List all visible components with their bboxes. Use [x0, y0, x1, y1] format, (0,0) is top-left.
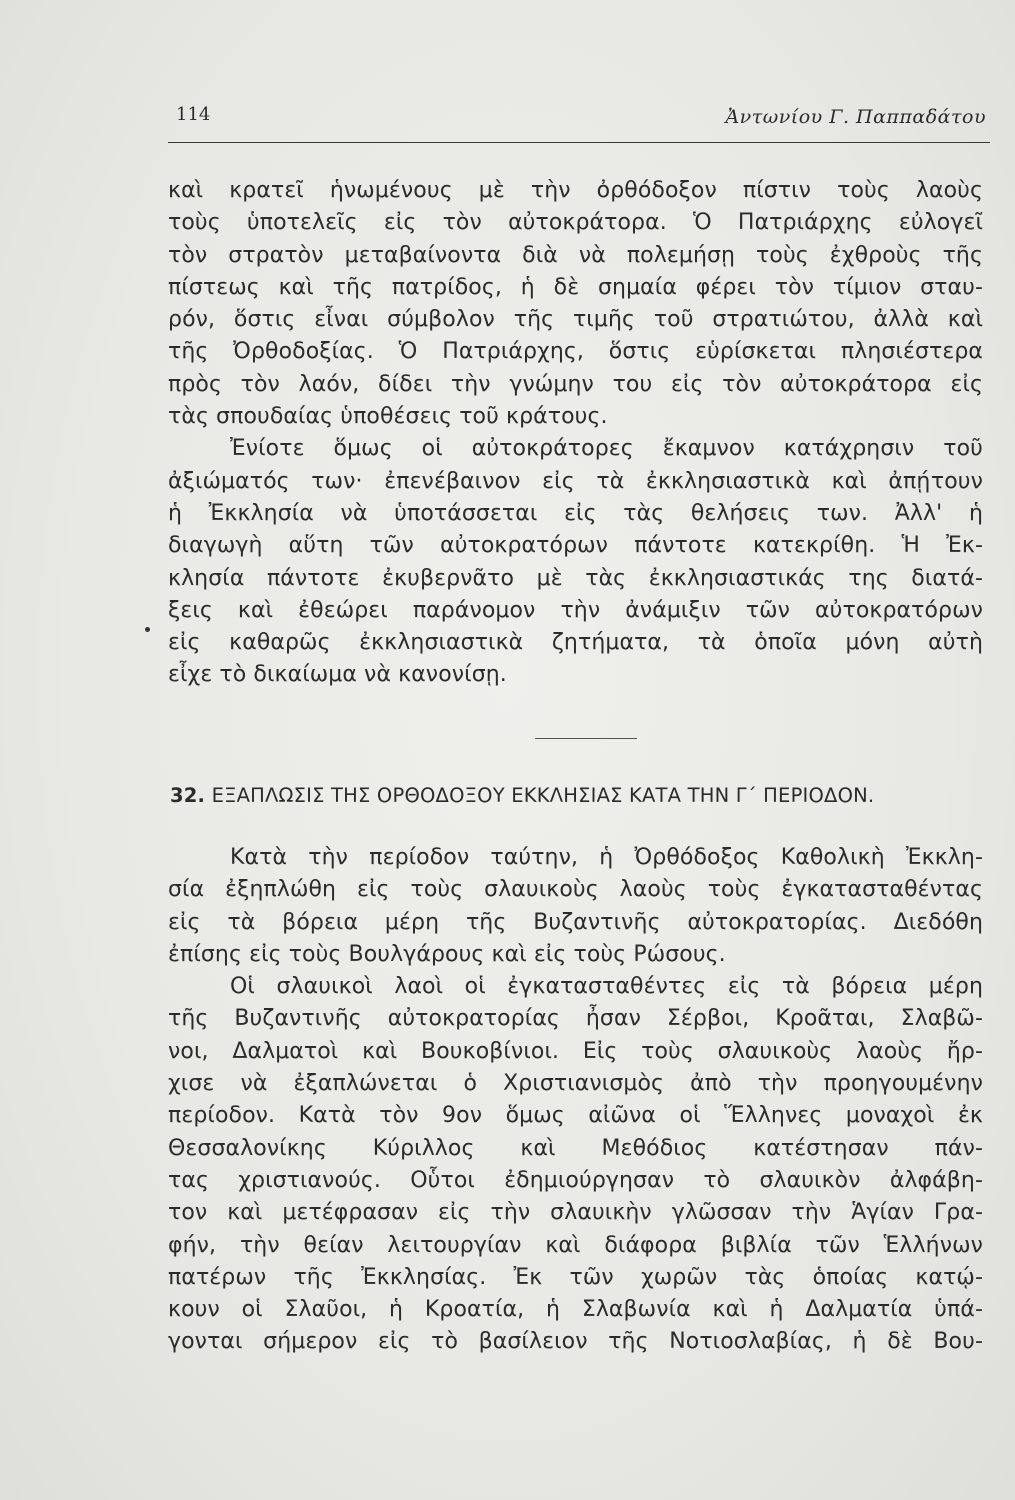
print-speck: [145, 627, 150, 632]
page-header: [168, 98, 990, 143]
text-line: Ἐνίοτε ὅμως οἱ αὐτοκράτορες ἔκαμνον κατάχρησιν τοῦ: [230, 436, 983, 462]
text-line: ἐπίσης εἰς τοὺς Βουλγάρους καὶ εἰς τοὺς Ρώσους.: [168, 941, 726, 967]
text-line: τοὺς ὑποτελεῖς εἰς τὸν αὐτοκράτορα. Ὁ Πατριάρχης εὐλογεῖ: [168, 210, 983, 236]
section-divider: [535, 738, 637, 739]
section-number: 32.: [170, 784, 206, 807]
text-line: τας χριστιανούς. Οὗτοι ἐδημιούργησαν τὸ σλαυικὸν ἀλφάβη-: [168, 1167, 983, 1193]
running-head: Ἀντωνίου Γ. Παππαδάτου: [725, 106, 986, 128]
text-line: ξεις καὶ ἐθεώρει παράνομον τὴν ἀνάμιξιν τῶν αὐτοκρατόρων: [168, 597, 983, 623]
page-number: 114: [176, 104, 211, 125]
text-line: ρόν, ὅστις εἶναι σύμβολον τῆς τιμῆς τοῦ στρατιώτου, ἀλλὰ καὶ: [168, 307, 983, 333]
text-line: τον καὶ μετέφρασαν εἰς τὴν σλαυικὴν γλῶσσαν τὴν Ἁγίαν Γρα-: [168, 1200, 983, 1226]
text-line: νοι, Δαλματοὶ καὶ Βουκοβίνιοι. Εἰς τοὺς σλαυικοὺς λαοὺς ἤρ-: [168, 1038, 983, 1064]
text-line: πατέρων τῆς Ἐκκλησίας. Ἐκ τῶν χωρῶν τὰς ὁποίας κατῴ-: [168, 1264, 983, 1290]
text-line: Οἱ σλαυικοὶ λαοὶ οἱ ἐγκατασταθέντες εἰς τὰ βόρεια μέρη: [230, 974, 983, 1000]
text-line: Θεσσαλονίκης Κύριλλος καὶ Μεθόδιος κατέστησαν πάν-: [168, 1135, 983, 1161]
text-line: τῆς Ὀρθοδοξίας. Ὁ Πατριάρχης, ὅστις εὑρίσκεται πλησιέστερα: [168, 339, 983, 365]
text-line: ἡ Ἐκκλησία νὰ ὑποτάσσεται εἰς τὰς θελήσεις των. Ἀλλ' ἡ: [168, 500, 983, 526]
text-line: περίοδον. Κατὰ τὸν 9ον ὅμως αἰῶνα οἱ Ἕλληνες μοναχοὶ ἐκ: [168, 1103, 983, 1129]
text-line: διαγωγὴ αὕτη τῶν αὐτοκρατόρων πάντοτε κατεκρίθη. Ἡ Ἐκ-: [168, 533, 983, 559]
section-title: ΕΞΑΠΛΩΣΙΣ ΤΗΣ ΟΡΘΟΔΟΞΟΥ ΕΚΚΛΗΣΙΑΣ ΚΑΤΑ ΤΗΝ Γ΄ ΠΕΡΙΟΔΟΝ.: [211, 784, 875, 807]
text-line: πρὸς τὸν λαόν, δίδει τὴν γνώμην του εἰς τὸν αὐτοκράτορα εἰς: [168, 371, 983, 397]
text-line: Κατὰ τὴν περίοδον ταύτην, ἡ Ὀρθόδοξος Καθολικὴ Ἐκκλη-: [230, 845, 983, 870]
text-line: τὰς σπουδαίας ὑποθέσεις τοῦ κράτους.: [168, 404, 608, 430]
text-line: χισε νὰ ἐξαπλώνεται ὁ Χριστιανισμὸς ἀπὸ τὴν προηγουμένην: [168, 1071, 983, 1097]
text-block-lower: [168, 842, 983, 1359]
text-line: τῆς Βυζαντινῆς αὐτοκρατορίας ἦσαν Σέρβοι, Κροᾶται, Σλαβῶ-: [168, 1006, 983, 1032]
text-line: εἰς καθαρῶς ἐκκλησιαστικὰ ζητήματα, τὰ ὁποῖα μόνη αὐτὴ: [168, 630, 983, 656]
text-line: πίστεως καὶ τῆς πατρίδος, ἡ δὲ σημαία φέρει τὸν τίμιον σταυ-: [168, 274, 983, 300]
text-line: φήν, τὴν θείαν λειτουργίαν καὶ διάφορα βιβλία τῶν Ἑλλήνων: [168, 1232, 983, 1258]
text-line: γονται σήμερον εἰς τὸ βασίλειον τῆς Νοτιοσλαβίας, ἡ δὲ Βου-: [168, 1329, 983, 1355]
text-line: εἰς τὰ βόρεια μέρη τῆς Βυζαντινῆς αὐτοκρατορίας. Διεδόθη: [168, 909, 983, 935]
text-line: σία ἐξηπλώθη εἰς τοὺς σλαυικοὺς λαοὺς τοὺς ἐγκατασταθέντας: [168, 877, 983, 903]
paragraph: [168, 971, 983, 1359]
text-line: εἶχε τὸ δικαίωμα νὰ κανονίσῃ.: [168, 662, 507, 688]
text-line: καὶ κρατεῖ ἡνωμένους μὲ τὴν ὀρθόδοξον πίστιν τοὺς λαοὺς: [168, 178, 983, 203]
text-line: ἀξιώματός των· ἐπενέβαινον εἰς τὰ ἐκκλησιαστικὰ καὶ ἀπῄτουν: [168, 468, 983, 494]
text-line: κουν οἱ Σλαῦοι, ἡ Κροατία, ἡ Σλαβωνία καὶ ἡ Δαλματία ὑπά-: [168, 1297, 983, 1323]
paragraph: [168, 433, 983, 691]
paragraph: [168, 175, 983, 433]
text-line: τὸν στρατὸν μεταβαίνοντα διὰ νὰ πολεμήσῃ τοὺς ἐχθροὺς τῆς: [168, 242, 983, 268]
section-heading: [170, 784, 874, 807]
text-line: κλησία πάντοτε ἐκυβερνᾶτο μὲ τὰς ἐκκλησιαστικάς της διατά-: [168, 565, 983, 591]
paragraph: [168, 842, 983, 971]
text-block-upper: [168, 175, 983, 692]
